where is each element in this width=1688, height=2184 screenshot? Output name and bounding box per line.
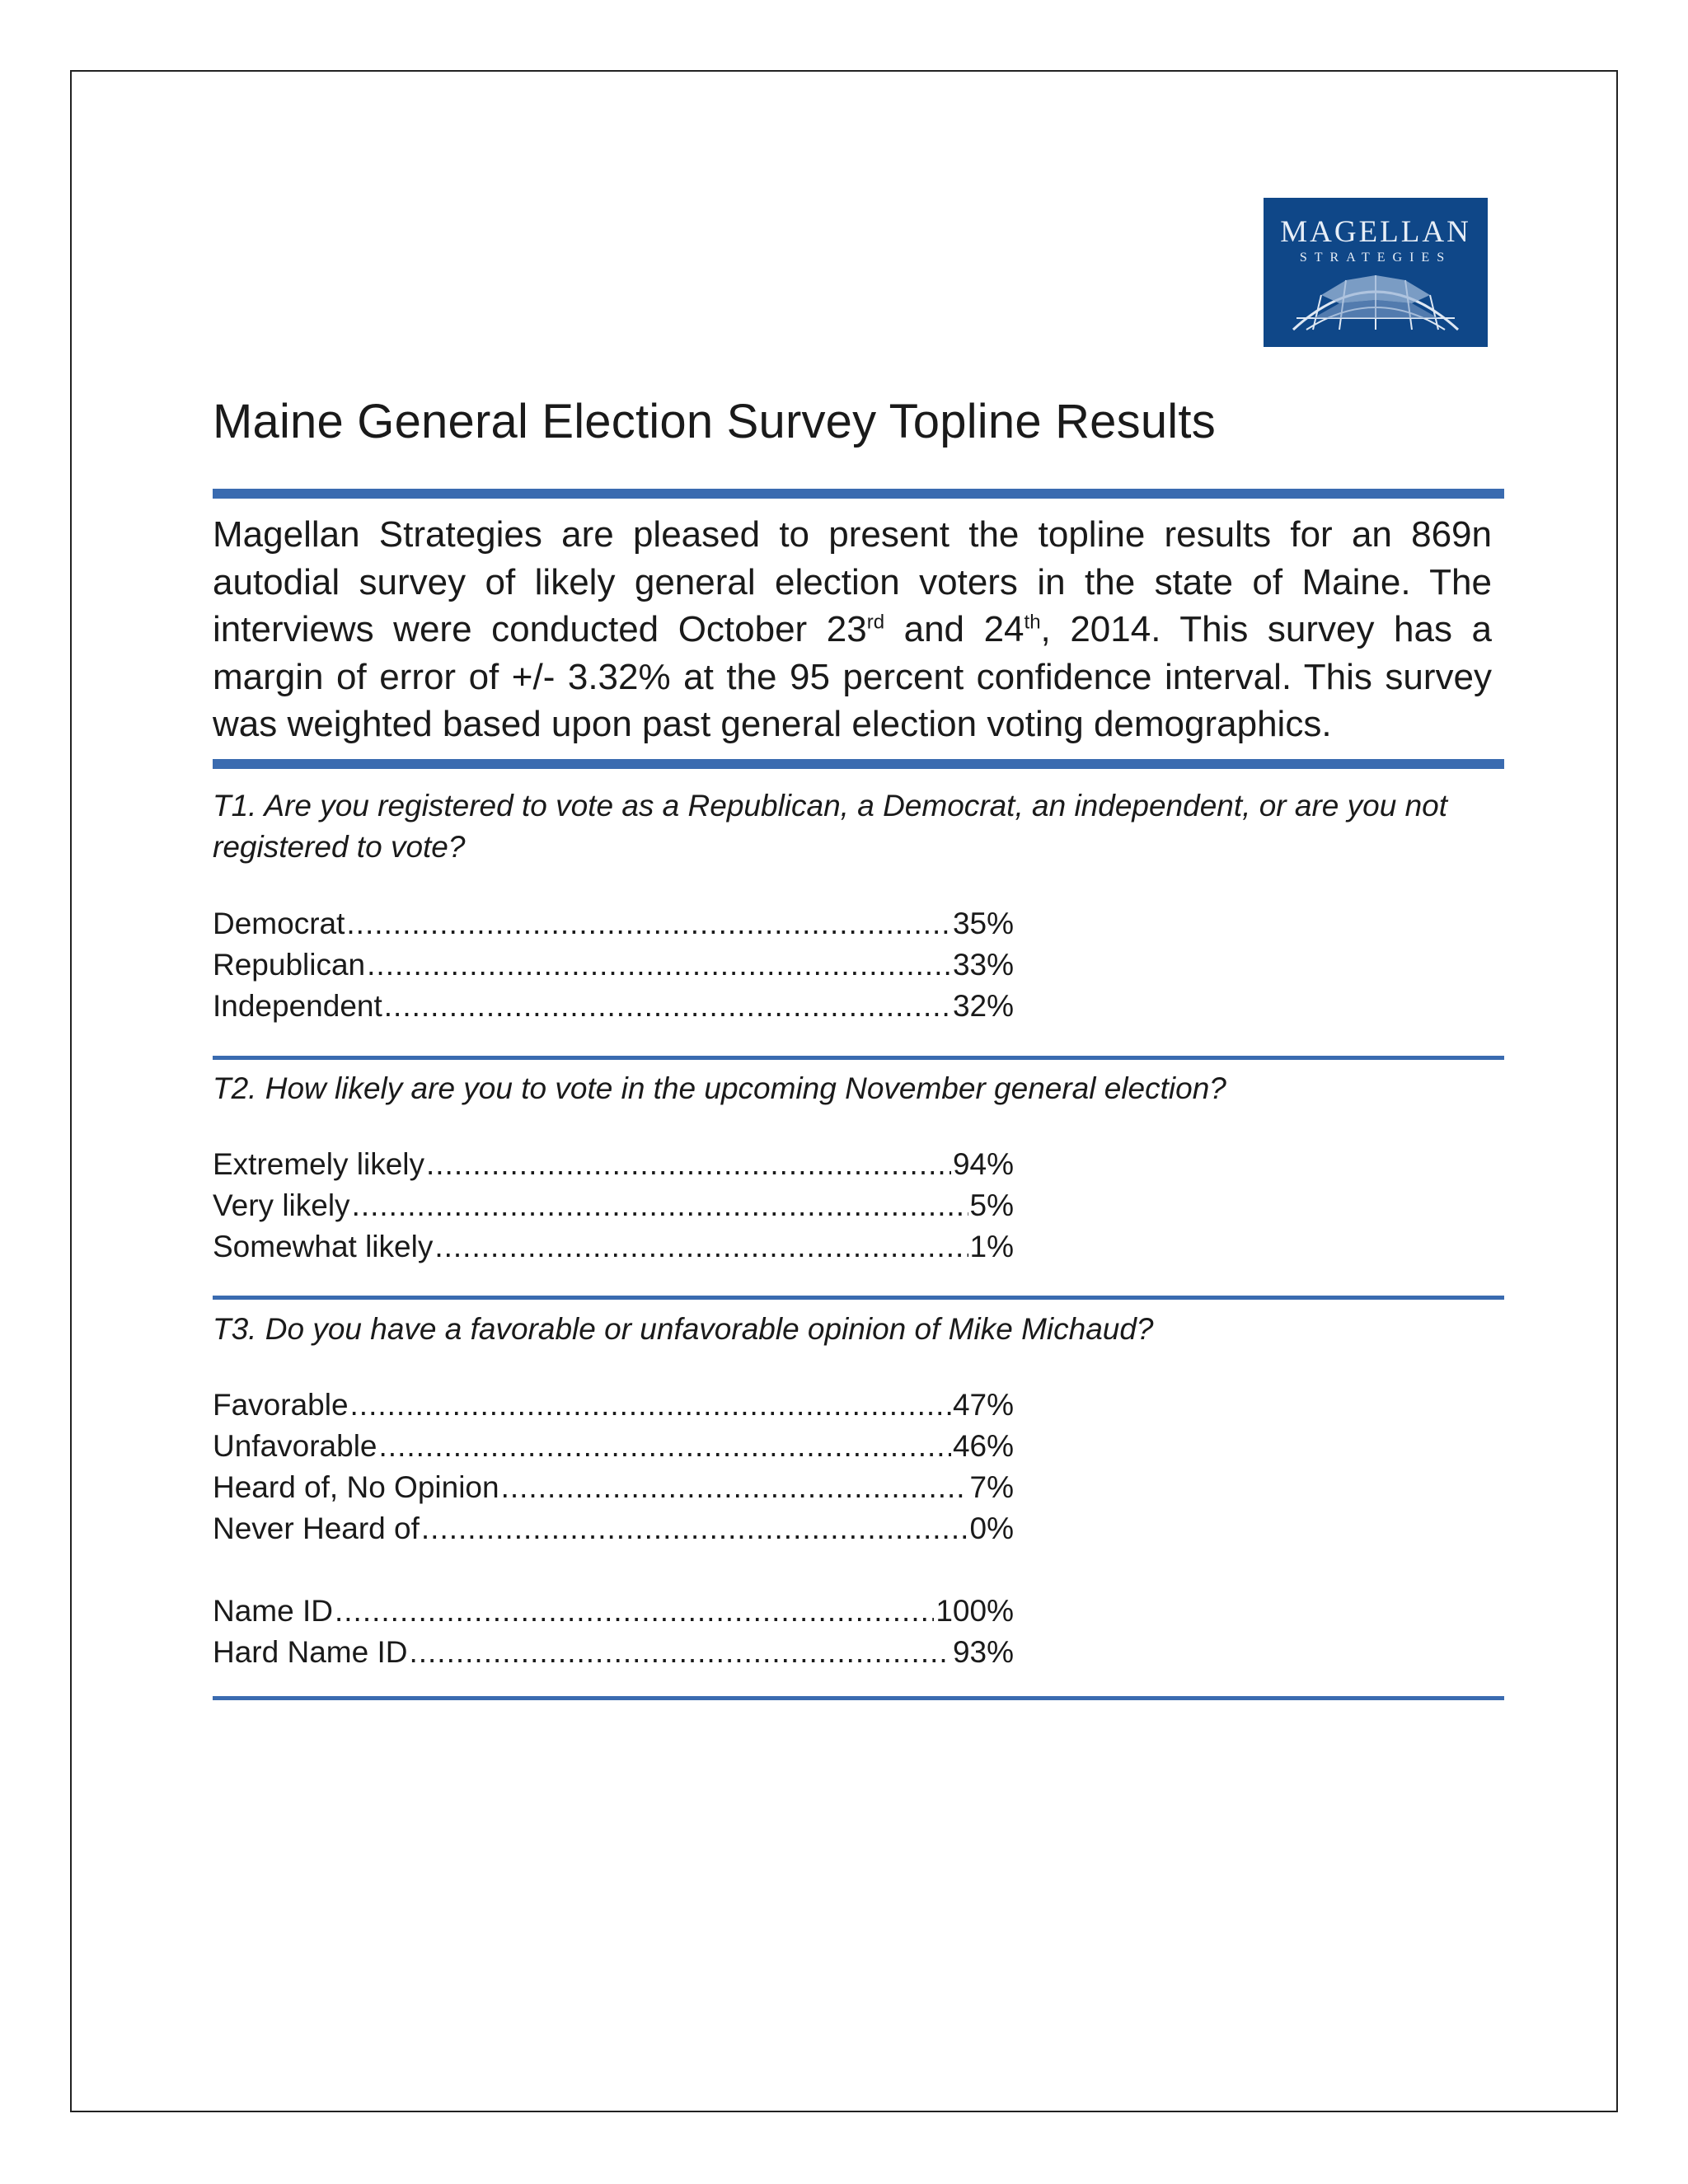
dot-leader	[367, 948, 951, 982]
answer-row	[213, 1388, 1014, 1429]
dot-leader	[346, 907, 951, 941]
question-t2: T2. How likely are you to vote in the upcoming November general election?	[213, 1071, 1226, 1105]
dot-leader	[379, 1429, 951, 1464]
intro-sup-th: th	[1024, 611, 1041, 634]
intro-paragraph	[213, 511, 1492, 748]
answer-value: 94%	[952, 1147, 1014, 1181]
answer-label: Heard of, No Opinion	[213, 1470, 499, 1504]
answers-t3	[213, 1388, 1014, 1676]
divider-title	[213, 489, 1504, 499]
page-title: Maine General Election Survey Topline Results	[213, 395, 1216, 448]
answer-label: Somewhat likely	[213, 1230, 434, 1263]
logo-word-strategies: STRATEGIES	[1299, 251, 1452, 265]
answer-value: 5%	[969, 1188, 1014, 1222]
logo-word-magellan: MAGELLAN	[1280, 215, 1471, 249]
answer-row	[213, 1188, 1014, 1230]
answer-label: Favorable	[213, 1388, 349, 1422]
answer-value: 1%	[969, 1230, 1014, 1263]
answer-row	[213, 989, 1014, 1030]
answer-value: 100%	[935, 1594, 1014, 1628]
answer-label: Independent	[213, 989, 382, 1023]
answer-label: Hard Name ID	[213, 1635, 408, 1669]
answer-value: 32%	[952, 989, 1014, 1023]
dot-leader	[350, 1388, 951, 1422]
answer-row	[213, 907, 1014, 948]
question-t1: T1. Are you registered to vote as a Republican, a Democrat, an independent, or are you not registered to vote?	[213, 789, 1448, 864]
intro-text-2: and 24	[884, 609, 1025, 649]
answer-label: Extremely likely	[213, 1147, 424, 1181]
answer-row	[213, 1429, 1014, 1470]
dot-leader	[384, 989, 951, 1024]
answer-row	[213, 1635, 1014, 1676]
dot-leader	[335, 1594, 934, 1629]
intro-text-1: Magellan Strategies are pleased to present the topline results for an 869n autodial survey of likely general election voters in the state of Maine. The interviews were conducted October 23	[213, 514, 1492, 649]
dot-leader	[501, 1470, 968, 1505]
intro-sup-rd: rd	[866, 611, 885, 634]
dot-leader	[434, 1230, 968, 1264]
globe-icon	[1288, 270, 1463, 336]
divider-t2	[213, 1296, 1504, 1300]
answer-value: 33%	[952, 948, 1014, 982]
answer-label: Republican	[213, 948, 366, 982]
spacer	[213, 1553, 1014, 1594]
divider-intro	[213, 759, 1504, 769]
answer-value: 46%	[952, 1429, 1014, 1463]
dot-leader	[426, 1147, 951, 1182]
divider-t3	[213, 1696, 1504, 1700]
answer-row	[213, 1147, 1014, 1188]
answer-row	[213, 1594, 1014, 1635]
dot-leader	[409, 1635, 950, 1670]
answer-label: Democrat	[213, 907, 345, 940]
answer-value: 35%	[952, 907, 1014, 940]
answer-label: Never Heard of	[213, 1511, 420, 1545]
answer-value: 47%	[952, 1388, 1014, 1422]
answer-value: 93%	[952, 1635, 1014, 1669]
answer-row	[213, 948, 1014, 989]
dot-leader	[421, 1511, 968, 1546]
answer-label: Unfavorable	[213, 1429, 377, 1463]
magellan-strategies-logo	[1264, 198, 1488, 347]
answer-label: Very likely	[213, 1188, 350, 1222]
answer-row	[213, 1230, 1014, 1271]
answer-row	[213, 1470, 1014, 1511]
dot-leader	[352, 1188, 968, 1223]
divider-t1	[213, 1056, 1504, 1060]
answer-value: 0%	[969, 1511, 1014, 1545]
intro-text-3: , 2014. This survey has a margin of error of +/- 3.32% at the 95 percent confidence interval. This survey was weighted based upon past general election voting demographics.	[213, 609, 1492, 744]
answer-label: Name ID	[213, 1594, 333, 1628]
answers-t2	[213, 1147, 1014, 1271]
answer-value: 7%	[969, 1470, 1014, 1504]
answer-row	[213, 1511, 1014, 1553]
answers-t1	[213, 907, 1014, 1030]
question-t3: T3. Do you have a favorable or unfavorable opinion of Mike Michaud?	[213, 1312, 1154, 1346]
